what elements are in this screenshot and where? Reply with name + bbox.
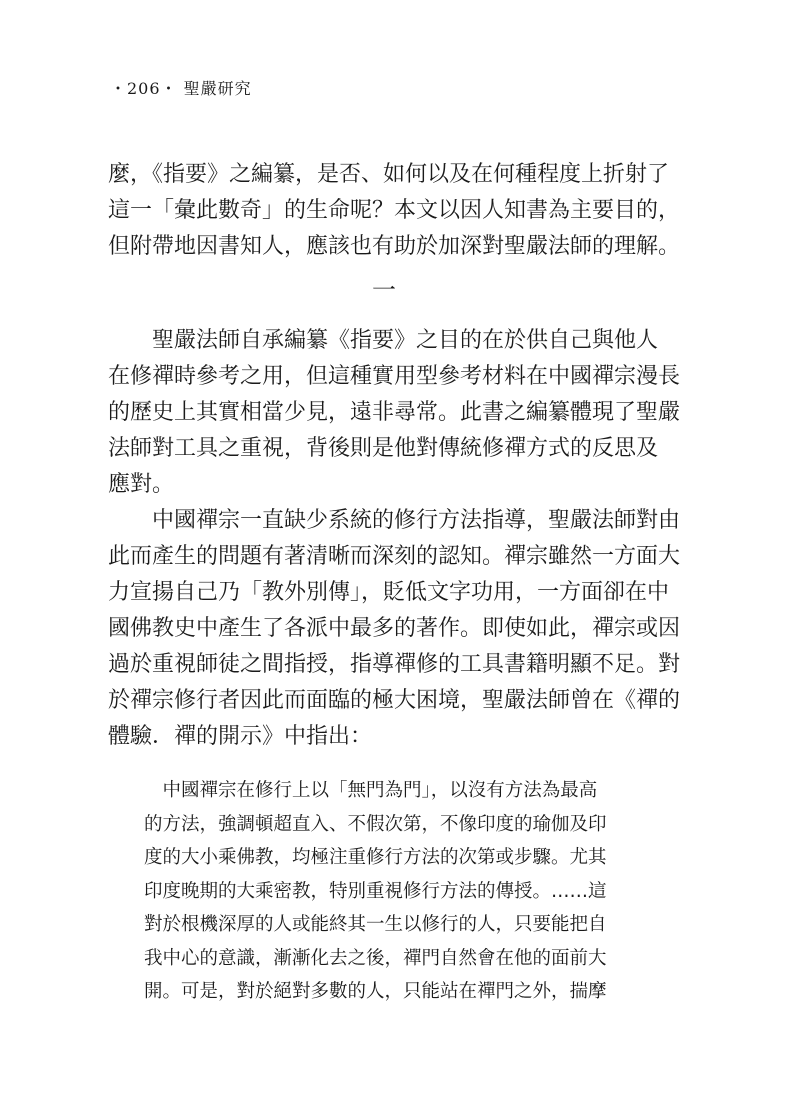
text-line: 體驗．禪的開示》中指出： [108, 724, 373, 749]
text-line: 的歷史上其實相當少見，遠非尋常。此書之編纂體現了聖嚴 [108, 400, 681, 425]
text-line: 在修禪時參考之用，但這種實用型參考材料在中國禪宗漫長 [108, 364, 681, 389]
text-line: 國佛教史中產生了各派中最多的著作。即使如此，禪宗或因 [108, 616, 681, 641]
quote-line: 中國禪宗在修行上以「無門為門」，以沒有方法為最高 [144, 780, 598, 801]
quote-line: 度的大小乘佛教，均極注重修行方法的次第或步驟。尤其 [144, 847, 607, 868]
text-line: 於禪宗修行者因此而面臨的極大困境，聖嚴法師曾在《禪的 [108, 688, 681, 713]
quote-line: 印度晚期的大乘密教，特別重視修行方法的傳授。……這 [144, 880, 607, 902]
text-line: 麼，《指要》之編纂，是否、如何以及在何種程度上折射了 [108, 162, 670, 187]
quote-line: 開。可是，對於絕對多數的人，只能站在禪門之外，揣摩 [144, 981, 607, 1002]
text-line: 過於重視師徒之間指授，指導禪修的工具書籍明顯不足。對 [108, 652, 681, 677]
book-title: 聖嚴研究 [183, 79, 252, 98]
section-number: 一 [372, 276, 396, 304]
page-number: ・206・ [110, 79, 178, 98]
block-quote [144, 774, 674, 1009]
quote-line: 的方法，強調頓超直入、不假次第，不像印度的瑜伽及印 [144, 813, 607, 835]
text-line: 聖嚴法師自承編纂《指要》之目的在於供自己與他人 [108, 328, 659, 353]
text-line: 中國禪宗一直缺少系統的修行方法指導，聖嚴法師對由 [108, 508, 681, 533]
text-line: 這一「彙此數奇」的生命呢？本文以因人知書為主要目的， [108, 198, 681, 223]
text-line: 但附帶地因書知人，應該也有助於加深對聖嚴法師的理解。 [108, 234, 681, 259]
text-line: 力宣揚自己乃「教外別傳」，貶低文字功用，一方面卻在中 [108, 580, 670, 605]
quote-line: 對於根機深厚的人或能終其一生以修行的人，只要能把自 [144, 914, 607, 935]
paragraph-1 [108, 323, 698, 503]
text-line: 此而產生的問題有著清晰而深刻的認知。禪宗雖然一方面大 [108, 544, 681, 569]
text-line: 應對。 [108, 472, 175, 497]
paragraph-2 [108, 503, 698, 755]
running-header [110, 76, 252, 99]
intro-paragraph [108, 157, 698, 265]
text-line: 法師對工具之重視，背後則是他對傳統修禪方式的反思及 [108, 436, 659, 461]
quote-line: 我中心的意識，漸漸化去之後，禪門自然會在他的面前大 [144, 947, 607, 969]
